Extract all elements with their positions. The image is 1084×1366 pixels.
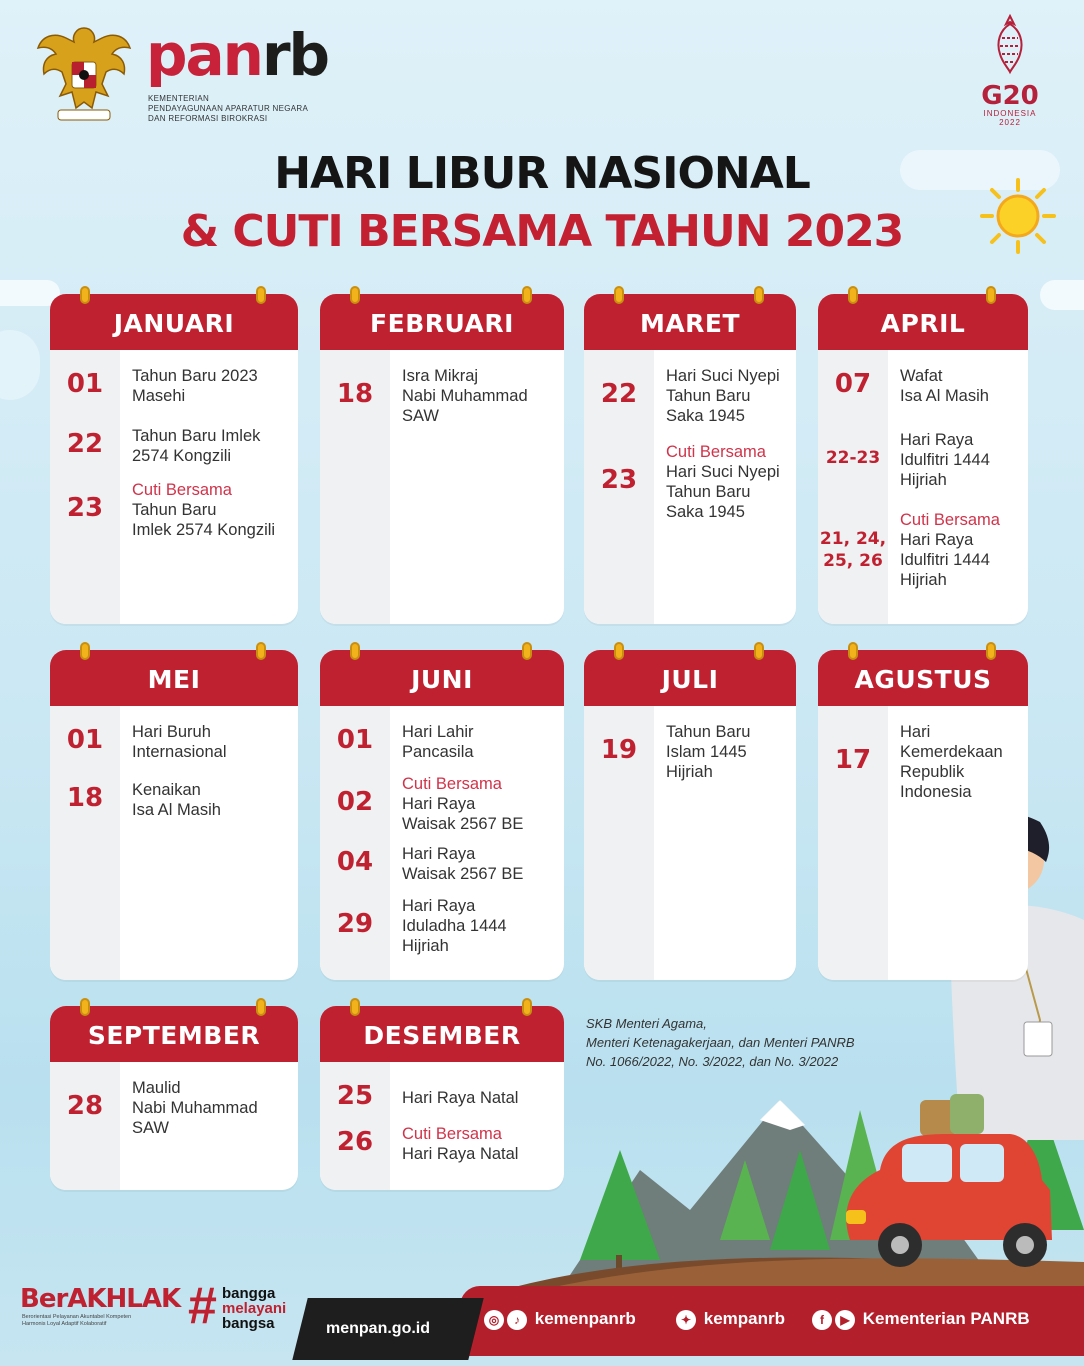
bangga-line: melayani [222, 1300, 287, 1317]
cuti-bersama-label: Cuti Bersama [132, 481, 232, 499]
holiday-description-line: Isra Mikraj [402, 367, 479, 385]
bangga-line: bangsa [222, 1315, 275, 1332]
ministry-line: DAN REFORMASI BIROKRASI [148, 114, 268, 123]
calendar-ring-icon [256, 642, 266, 660]
holiday-description-line: Saka 1945 [666, 407, 745, 425]
holiday-description-line: Wafat [900, 367, 943, 385]
holiday-description [666, 722, 750, 782]
holiday-description [900, 722, 1003, 802]
holiday-description-line: Waisak 2567 BE [402, 865, 524, 883]
calendar-ring-icon [986, 286, 996, 304]
month-card-agustus [818, 650, 1028, 980]
holiday-description-line: Iduladha 1444 [402, 917, 507, 935]
holiday-description-line: Idulfitri 1444 [900, 551, 990, 569]
holiday-description [402, 366, 528, 426]
holiday-entry [584, 366, 796, 426]
holiday-description-line: Tahun Baru [666, 483, 751, 501]
holiday-date: 18 [336, 379, 374, 409]
month-card-februari [320, 294, 564, 624]
holiday-description [132, 426, 260, 466]
holiday-date: 17 [834, 745, 872, 775]
holiday-description-line: Hari Raya [900, 531, 974, 549]
holiday-entry [50, 426, 298, 466]
calendar-ring-icon [80, 286, 90, 304]
calendar-ring-icon [848, 642, 858, 660]
holiday-description-line: Hari Raya [402, 845, 476, 863]
calendar-ring-icon [80, 998, 90, 1016]
holiday-description-line: Isa Al Masih [132, 801, 221, 819]
holiday-description [402, 896, 507, 956]
holiday-description [402, 844, 523, 884]
holiday-description-line: Idulfitri 1444 [900, 451, 990, 469]
holiday-entry [320, 774, 564, 834]
holiday-description-line: Masehi [132, 387, 186, 405]
holiday-date-line: 25, 26 [823, 551, 883, 571]
social-facebook-youtube[interactable] [812, 1308, 1030, 1330]
title-line1: HARI LIBUR NASIONAL [274, 148, 810, 199]
holiday-description-line: Isa Al Masih [900, 387, 989, 405]
holiday-description [402, 774, 523, 834]
holiday-description-line: Hari Raya [402, 795, 476, 813]
social-instagram-tiktok[interactable] [484, 1308, 636, 1330]
month-name: FEBRUARI [320, 294, 564, 350]
holiday-description-line: Hari Lahir [402, 723, 474, 741]
calendar-ring-icon [848, 286, 858, 304]
holiday-date: 01 [336, 725, 374, 755]
holiday-date: 01 [66, 725, 104, 755]
holiday-date: 22-23 [825, 448, 881, 468]
holiday-description-line: Republik [900, 763, 965, 781]
holiday-entry [584, 442, 796, 522]
month-card-desember [320, 1006, 564, 1190]
holiday-description-line: Tahun Baru 2023 [132, 367, 258, 385]
calendar-ring-icon [614, 286, 624, 304]
holiday-description-line: Nabi Muhammad [402, 387, 528, 405]
holiday-date: 04 [336, 847, 374, 877]
holiday-description-line: Tahun Baru [666, 387, 751, 405]
holiday-date: 22 [66, 429, 104, 459]
holiday-entry [584, 722, 796, 782]
holiday-description [900, 366, 989, 406]
social-handle: kemenpanrb [534, 1309, 636, 1328]
cuti-bersama-label: Cuti Bersama [666, 443, 766, 461]
holiday-date [818, 528, 888, 572]
holiday-description-line: Hari Raya [900, 431, 974, 449]
month-name: APRIL [818, 294, 1028, 350]
footnote-line: Menteri Ketenagakerjaan, dan Menteri PANRB [586, 1035, 855, 1050]
tiktok-icon: ♪ [507, 1310, 527, 1330]
holiday-description-line: Hari Suci Nyepi [666, 463, 780, 481]
calendar-ring-icon [350, 286, 360, 304]
holiday-entry [320, 722, 564, 762]
holiday-entry [50, 366, 298, 406]
holiday-entry [50, 780, 298, 820]
holiday-entry [818, 430, 1028, 490]
holiday-date: 25 [336, 1081, 374, 1111]
holiday-description-line: Saka 1945 [666, 503, 745, 521]
holiday-description-line: Hijriah [666, 763, 713, 781]
holiday-description-line: 2574 Kongzili [132, 447, 232, 465]
holiday-entry [818, 722, 1028, 802]
holiday-description-line: Tahun Baru [666, 723, 751, 741]
month-name: MEI [50, 650, 298, 706]
month-name: JUNI [320, 650, 564, 706]
berakhlak-tagline-line: Harmonis Loyal Adaptif Kolaboratif [22, 1321, 107, 1327]
holiday-entry [320, 844, 564, 884]
calendar-ring-icon [350, 642, 360, 660]
calendar-ring-icon [80, 642, 90, 660]
holiday-date: 07 [834, 369, 872, 399]
holiday-description-line: Hari Suci Nyepi [666, 367, 780, 385]
calendar-ring-icon [256, 998, 266, 1016]
calendar-ring-icon [522, 286, 532, 304]
g20-year: 2022 [999, 118, 1021, 127]
social-handle: Kementerian PANRB [862, 1309, 1030, 1328]
social-handle: kempanrb [703, 1309, 785, 1328]
website-link[interactable]: menpan.go.id [326, 1320, 430, 1337]
holiday-entry [320, 896, 564, 956]
holiday-description-line: Hari Raya [402, 897, 476, 915]
holiday-date: 28 [66, 1091, 104, 1121]
holiday-entry [320, 366, 564, 426]
holiday-date: 22 [600, 379, 638, 409]
calendar-ring-icon [350, 998, 360, 1016]
cuti-bersama-label: Cuti Bersama [402, 1125, 502, 1143]
berakhlak-logo: BerAKHLAK [20, 1284, 181, 1314]
holiday-entry [818, 510, 1028, 590]
footnote-line: SKB Menteri Agama, [586, 1016, 707, 1031]
holiday-description [900, 430, 990, 490]
hashtag-symbol: # [188, 1277, 217, 1335]
holiday-description [666, 366, 780, 426]
calendar-ring-icon [754, 642, 764, 660]
calendar-ring-icon [986, 642, 996, 660]
brand-prefix: pan [146, 21, 262, 89]
ministry-line: KEMENTERIAN [148, 94, 210, 103]
holiday-date: 29 [336, 909, 374, 939]
holiday-entry [50, 722, 298, 762]
holiday-description-line: Pancasila [402, 743, 474, 761]
month-card-maret [584, 294, 796, 624]
berakhlak-tagline-line: Berorientasi Pelayanan Akuntabel Kompeten [22, 1314, 132, 1320]
holiday-description [402, 1124, 518, 1164]
holiday-entry [818, 366, 1028, 406]
month-name: MARET [584, 294, 796, 350]
holiday-description-line: Hijriah [402, 937, 449, 955]
holiday-date: 23 [66, 493, 104, 523]
holiday-description-line: Kenaikan [132, 781, 201, 799]
month-card-juli [584, 650, 796, 980]
holiday-description-line: Tahun Baru [132, 501, 217, 519]
holiday-date: 02 [336, 787, 374, 817]
legal-footnote [586, 1014, 855, 1071]
holiday-entry [50, 1078, 298, 1138]
g20-country: INDONESIA [983, 109, 1037, 118]
month-card-juni [320, 650, 564, 980]
calendar-ring-icon [522, 642, 532, 660]
holiday-description [132, 366, 258, 406]
holiday-date: 01 [66, 369, 104, 399]
holiday-description-line: Islam 1445 [666, 743, 747, 761]
holiday-description-line: Tahun Baru Imlek [132, 427, 261, 445]
holiday-description-line: Kemerdekaan [900, 743, 1003, 761]
cuti-bersama-label: Cuti Bersama [900, 511, 1000, 529]
calendar-ring-icon [256, 286, 266, 304]
month-name: SEPTEMBER [50, 1006, 298, 1062]
holiday-description [132, 780, 221, 820]
month-name: DESEMBER [320, 1006, 564, 1062]
facebook-icon: f [812, 1310, 832, 1330]
g20-title: G20 [981, 81, 1039, 111]
holiday-description-line: SAW [402, 407, 439, 425]
title-line2: & CUTI BERSAMA TAHUN 2023 [180, 206, 904, 257]
instagram-icon: ◎ [484, 1310, 504, 1330]
holiday-description-line: Hari Buruh [132, 723, 211, 741]
holiday-description [402, 722, 474, 762]
social-twitter[interactable] [676, 1308, 785, 1330]
month-card-januari [50, 294, 298, 624]
holiday-entry [50, 480, 298, 540]
holiday-description [666, 442, 780, 522]
holiday-description-line: Waisak 2567 BE [402, 815, 524, 833]
holiday-description-line: Maulid [132, 1079, 181, 1097]
holiday-description-line: Imlek 2574 Kongzili [132, 521, 276, 539]
holiday-date: 18 [66, 783, 104, 813]
month-card-september [50, 1006, 298, 1190]
brand-suffix: rb [261, 21, 329, 89]
holiday-description [132, 722, 226, 762]
berakhlak-tagline [22, 1314, 182, 1328]
month-name: JULI [584, 650, 796, 706]
holiday-description-line: Hijriah [900, 571, 947, 589]
holiday-date: 26 [336, 1127, 374, 1157]
holiday-entry [320, 1124, 564, 1164]
calendar-ring-icon [754, 286, 764, 304]
calendar-ring-icon [614, 642, 624, 660]
holiday-description-line: Hari Raya Natal [402, 1089, 519, 1107]
holiday-description [132, 480, 275, 540]
twitter-icon: ✦ [676, 1310, 696, 1330]
month-name: AGUSTUS [818, 650, 1028, 706]
calendar-ring-icon [522, 998, 532, 1016]
holiday-description-line: Nabi Muhammad [132, 1099, 258, 1117]
holiday-description-line: Internasional [132, 743, 227, 761]
holiday-description [402, 1088, 518, 1108]
holiday-date-line: 21, 24, [819, 529, 887, 549]
ministry-line: PENDAYAGUNAAN APARATUR NEGARA [148, 104, 309, 113]
holiday-description-line: Hari Raya Natal [402, 1145, 519, 1163]
holiday-entry [320, 1081, 564, 1111]
footnote-line: No. 1066/2022, No. 3/2022, dan No. 3/2022 [586, 1054, 839, 1069]
month-name: JANUARI [50, 294, 298, 350]
holiday-description [132, 1078, 258, 1138]
holiday-description-line: Hari [900, 723, 931, 741]
holiday-date: 23 [600, 465, 638, 495]
cuti-bersama-label: Cuti Bersama [402, 775, 502, 793]
holiday-description-line: Hijriah [900, 471, 947, 489]
month-card-mei [50, 650, 298, 980]
youtube-icon: ▶ [835, 1310, 855, 1330]
month-card-april [818, 294, 1028, 624]
holiday-description [900, 510, 1000, 590]
bangga-line: bangga [222, 1285, 276, 1302]
holiday-description-line: Indonesia [900, 783, 972, 801]
holiday-description-line: SAW [132, 1119, 169, 1137]
holiday-date: 19 [600, 735, 638, 765]
